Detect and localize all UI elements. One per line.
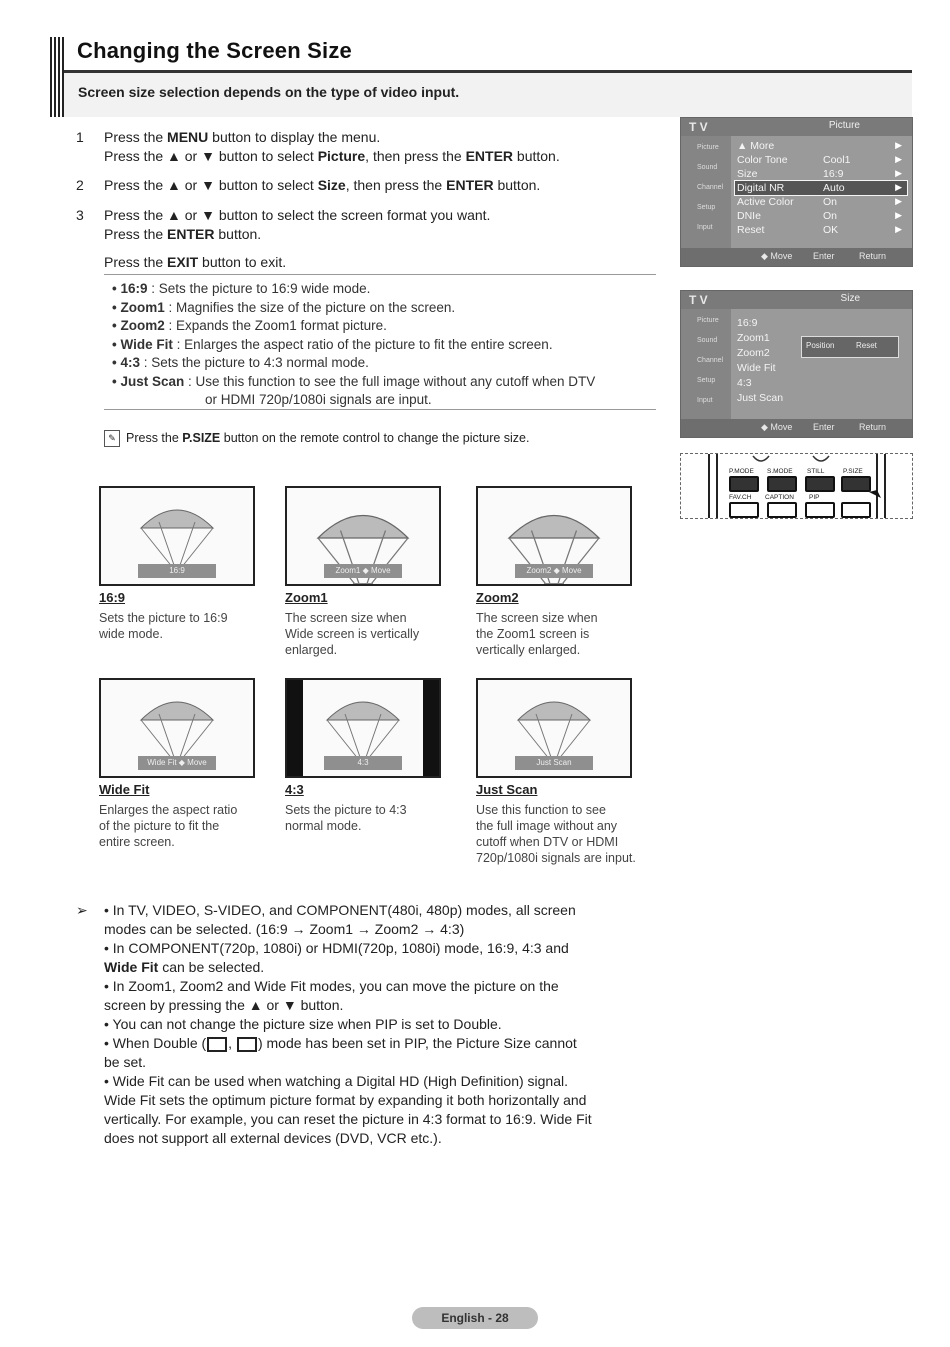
text-run: • In TV, VIDEO, S-VIDEO, and COMPONENT(480i, 480p) modes, all screen [104, 902, 576, 918]
menu-row-value: On [823, 196, 838, 208]
chevron-right-icon: ▶ [895, 210, 902, 220]
note-line [104, 1092, 586, 1108]
remote-label: STILL [807, 468, 825, 475]
pip-double-icon [207, 1037, 227, 1052]
menu-row-label[interactable]: Reset [737, 224, 765, 236]
bold-text: ENTER [167, 226, 215, 242]
menu-side-item: Picture [697, 144, 719, 151]
text-run: can be selected. [158, 959, 265, 975]
remote-label: P.SIZE [843, 468, 863, 475]
position-popup [801, 336, 899, 358]
example-description: normal mode. [285, 819, 362, 833]
remote-label: P.MODE [729, 468, 754, 475]
text-run: • When Double ( [104, 1035, 207, 1051]
text-run: , then press the [365, 148, 466, 164]
example-description: of the picture to fit the [99, 819, 220, 833]
mode-item [112, 318, 387, 333]
step-text [104, 147, 560, 166]
bold-text: Picture [317, 148, 366, 164]
menu-row-label[interactable]: Size [737, 168, 758, 180]
remote-label: S.MODE [767, 468, 793, 475]
step-number: 2 [76, 177, 84, 193]
example-description: cutoff when DTV or HDMI [476, 835, 619, 849]
note-line [104, 1111, 592, 1127]
smode-button[interactable] [767, 476, 797, 492]
menu-side-item: Channel [697, 357, 724, 364]
menu-tv-label: T V [689, 293, 708, 307]
caption-button[interactable] [767, 502, 797, 518]
menu-row-label[interactable]: Color Tone [737, 154, 788, 166]
text-run: • Wide Fit can be used when watching a Digital HD (High Definition) signal. [104, 1073, 569, 1089]
menu-side-item: Sound [697, 337, 718, 344]
example-thumbnail [99, 678, 255, 778]
text-run: Press the [126, 430, 183, 445]
thumbnail-osd: Zoom2 ◆ Move [515, 564, 593, 578]
thumbnail-osd: Wide Fit ◆ Move [138, 756, 216, 770]
psize-note [104, 430, 529, 447]
mode-item [205, 392, 432, 407]
bold-text: Size [317, 177, 346, 193]
menu-sidebar [681, 136, 731, 248]
example-title: Zoom2 [476, 590, 519, 605]
menu-row-label[interactable]: Just Scan [737, 392, 784, 404]
page-title: Changing the Screen Size [77, 38, 352, 63]
text-run: Press the ▲ or ▼ button to select the screen format you want. [104, 207, 491, 223]
example-description: Wide screen is vertically [285, 627, 420, 641]
bold-text: P.SIZE [182, 430, 221, 445]
text-run: • You can not change the picture size when PIP is set to Double. [104, 1016, 502, 1032]
popup-position: Position [806, 341, 835, 350]
menu-row-label[interactable]: Active Color [737, 196, 794, 208]
chevron-right-icon: ▶ [895, 168, 902, 178]
text-run: screen by pressing the ▲ or ▼ button. [104, 997, 344, 1013]
example-description: entire screen. [99, 835, 175, 849]
bold-text: EXIT [167, 254, 199, 270]
example-description: The screen size when [285, 611, 407, 625]
example-description: the Zoom1 screen is [476, 627, 590, 641]
note-line [104, 1016, 502, 1032]
text-run: ) mode has been set in PIP, the Picture Size cannot [257, 1035, 577, 1051]
chevron-right-icon: ▶ [895, 182, 902, 192]
mode-item [112, 300, 455, 315]
mode-item [112, 355, 369, 370]
mode-desc: : Use this function to see the full image without any cutoff when DTV [184, 373, 596, 389]
example-thumbnail [476, 678, 632, 778]
example-thumbnail [285, 678, 441, 778]
mode-name: • Just Scan [112, 373, 185, 389]
text-run: Press the ▲ or ▼ button to select [104, 148, 318, 164]
step-text [104, 128, 380, 147]
pip-double-icon [237, 1037, 257, 1052]
menu-row-label[interactable]: Wide Fit [737, 362, 776, 374]
text-run: Press the [104, 129, 168, 145]
example-title: 16:9 [99, 590, 126, 605]
text-run: button. [214, 226, 262, 242]
mode-desc: or HDMI 720p/1080i signals are input. [205, 392, 432, 407]
menu-row-value: On [823, 210, 838, 222]
mode-desc: : Magnifies the size of the picture on the screen. [164, 299, 456, 315]
pip-button[interactable] [805, 502, 835, 518]
page-number: English - 28 [412, 1307, 538, 1329]
menu-row-value: Auto [823, 182, 845, 194]
mode-desc: : Sets the picture to 16:9 wide mode. [147, 281, 371, 296]
mode-name: • Zoom1 [112, 299, 165, 315]
text-run: button to display the menu. [208, 129, 381, 145]
text-run: , then press the [345, 177, 447, 193]
menu-title: Size [840, 293, 860, 304]
note-line [104, 1054, 146, 1070]
size-menu-screen [680, 290, 913, 438]
example-description: Sets the picture to 16:9 [99, 611, 228, 625]
text-run: be set. [104, 1054, 147, 1070]
example-description: enlarged. [285, 643, 338, 657]
mode-desc: : Enlarges the aspect ratio of the picture to fit the entire screen. [172, 336, 553, 352]
text-run: , [228, 1035, 236, 1051]
thumbnail-osd: 16:9 [138, 564, 216, 578]
menu-row-value: Cool1 [823, 154, 851, 166]
remote-label: FAV.CH [729, 494, 752, 501]
remote-label: CAPTION [765, 494, 794, 501]
note-line [104, 1035, 577, 1052]
note-line [104, 902, 576, 918]
example-title: 4:3 [285, 782, 304, 797]
menu-footer [681, 248, 912, 266]
note-line [104, 940, 569, 956]
note-line [104, 959, 264, 975]
mode-name: • Zoom2 [112, 318, 165, 333]
title-rule [64, 70, 912, 73]
pmode-button[interactable] [729, 476, 759, 492]
menu-side-item: Setup [697, 377, 716, 384]
thumbnail-osd: Zoom1 ◆ Move [324, 564, 402, 578]
chevron-right-icon: ▶ [895, 196, 902, 206]
example-thumbnail [99, 486, 255, 586]
example-description: vertically enlarged. [476, 643, 581, 657]
chevron-right-icon: ▶ [895, 140, 902, 150]
example-description: Enlarges the aspect ratio [99, 803, 238, 817]
example-title: Wide Fit [99, 782, 150, 797]
text-run: Wide Fit sets the optimum picture format by expanding it both horizontally and [104, 1092, 587, 1108]
menu-footer-item: Return [859, 251, 887, 261]
menu-side-item: Input [697, 397, 713, 404]
example-description: Use this function to see [476, 803, 606, 817]
pillarbox-left [287, 680, 303, 776]
mode-desc: : Expands the Zoom1 format picture. [164, 318, 387, 333]
mode-name: • Wide Fit [112, 336, 173, 352]
menu-side-item: Setup [697, 204, 716, 211]
step-text [104, 225, 261, 244]
menu-side-item: Channel [697, 184, 724, 191]
example-title: Just Scan [476, 782, 538, 797]
note-line [104, 997, 343, 1013]
menu-row-label[interactable]: ▲ More [737, 140, 775, 152]
picture-menu-screen [680, 117, 913, 267]
example-description: The screen size when [476, 611, 598, 625]
text-run: Press the [104, 226, 168, 242]
note-line [104, 978, 559, 994]
text-run: button. [493, 177, 541, 193]
chevron-right-icon: ▶ [895, 154, 902, 164]
text-run: • In Zoom1, Zoom2 and Wide Fit modes, you can move the picture on the [104, 978, 559, 994]
remote-label: PIP [809, 494, 820, 501]
bold-text: ENTER [446, 177, 494, 193]
remote-control-detail [680, 453, 913, 519]
menu-tv-label: T V [689, 120, 708, 134]
mode-name: • 4:3 [112, 355, 140, 370]
mode-item [112, 337, 553, 352]
text-run: Press the [104, 254, 168, 270]
bold-text: ENTER [465, 148, 514, 164]
menu-footer-item: Return [859, 422, 887, 432]
thumbnail-osd: 4:3 [324, 756, 402, 770]
example-description: wide mode. [99, 627, 163, 641]
step-text [104, 206, 490, 225]
menu-row-label[interactable]: 16:9 [737, 317, 758, 329]
text-run: button. [513, 148, 560, 164]
menu-side-item: Sound [697, 164, 718, 171]
text-run: vertically. For example, you can reset the picture in 4:3 format to 16:9. Wide Fit [104, 1111, 592, 1127]
mode-item [112, 374, 595, 389]
example-description: the full image without any [476, 819, 618, 833]
step-number: 1 [76, 129, 84, 145]
menu-row-label[interactable]: Zoom1 [737, 332, 770, 344]
pillarbox-right [423, 680, 439, 776]
menu-footer-item: ◆ Move [761, 251, 793, 261]
step-text [104, 176, 540, 195]
exit-instruction [104, 254, 286, 270]
thumbnail-osd: Just Scan [515, 756, 593, 770]
step-number: 3 [76, 207, 84, 223]
menu-side-item: Input [697, 224, 713, 231]
text-run: button on the remote control to change the picture size. [220, 430, 530, 445]
menu-sidebar [681, 309, 731, 419]
note-arrow-icon: ➢ [76, 902, 88, 918]
menu-footer-item: ◆ Move [761, 422, 793, 432]
channel-up-button[interactable] [841, 502, 871, 518]
page-subtitle: Screen size selection depends on the type of video input. [78, 84, 460, 100]
header-accent-bar [50, 37, 64, 117]
text-run: does not support all external devices (DVD, VCR etc.). [104, 1130, 442, 1146]
menu-footer [681, 419, 912, 437]
bold-text: Wide Fit [104, 959, 159, 975]
favch-button[interactable] [729, 502, 759, 518]
text-run: Press the ▲ or ▼ button to select [104, 177, 318, 193]
psize-note-text [126, 431, 529, 445]
example-thumbnail [476, 486, 632, 586]
menu-row-value: OK [823, 224, 839, 236]
text-run: • In COMPONENT(720p, 1080i) or HDMI(720p, 1080i) mode, 16:9, 4:3 and [104, 940, 569, 956]
mode-desc: : Sets the picture to 4:3 normal mode. [140, 355, 369, 370]
example-thumbnail [285, 486, 441, 586]
note-line [104, 1073, 568, 1089]
psize-button[interactable] [841, 476, 871, 492]
mode-name: • 16:9 [112, 281, 148, 296]
text-run: button to exit. [198, 254, 287, 270]
menu-row-label[interactable]: DNIe [737, 210, 761, 222]
example-description: Sets the picture to 4:3 [285, 803, 407, 817]
menu-header [681, 291, 912, 309]
popup-reset: Reset [856, 341, 877, 350]
note-line [104, 921, 464, 937]
menu-row-label[interactable]: Digital NR [737, 182, 785, 194]
menu-title: Picture [828, 120, 860, 131]
example-title: Zoom1 [285, 590, 328, 605]
menu-row-label[interactable]: 4:3 [737, 377, 752, 389]
text-run: modes can be selected. (16:9 → Zoom1 → Zoom2 → 4:3) [104, 921, 465, 937]
still-button[interactable] [805, 476, 835, 492]
mode-item [112, 281, 370, 296]
menu-row-value: 16:9 [823, 168, 844, 180]
note-line [104, 1130, 442, 1146]
menu-header [681, 118, 912, 136]
menu-side-item: Picture [697, 317, 719, 324]
menu-footer-item: Enter [813, 422, 835, 432]
example-description: 720p/1080i signals are input. [476, 851, 636, 865]
menu-footer-item: Enter [813, 251, 835, 261]
note-icon: ✎ [104, 430, 120, 447]
menu-row-label[interactable]: Zoom2 [737, 347, 770, 359]
bold-text: MENU [167, 129, 209, 145]
chevron-right-icon: ▶ [895, 224, 902, 234]
